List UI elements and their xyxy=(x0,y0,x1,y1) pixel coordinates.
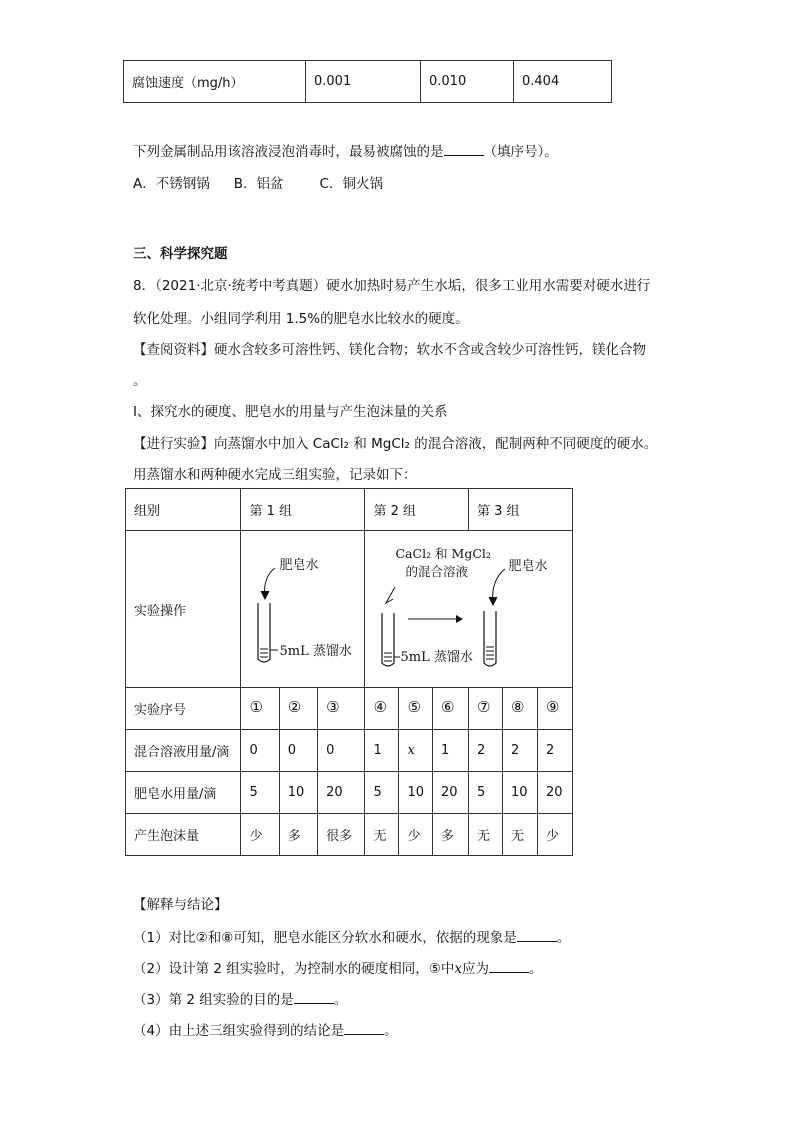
answer-blank xyxy=(517,929,557,942)
row-label: 组别 xyxy=(126,489,241,531)
mix-cell: 2 xyxy=(469,730,503,772)
diagram-label-soap: 肥皂水 xyxy=(279,558,319,573)
foam-cell: 无 xyxy=(502,814,537,856)
table-row xyxy=(126,531,573,688)
option-c: C．铜火锅 xyxy=(319,176,383,192)
corrosion-rate-value: 0.001 xyxy=(306,61,421,103)
foam-cell: 无 xyxy=(469,814,503,856)
foam-cell: 少 xyxy=(537,814,572,856)
row-label: 实验序号 xyxy=(126,688,241,730)
soap-cell: 5 xyxy=(469,772,503,814)
soap-cell: 20 xyxy=(537,772,572,814)
row-label: 产生泡沫量 xyxy=(126,814,241,856)
diagram-label-water-2: 5mL 蒸馏水 xyxy=(400,650,473,665)
mix-cell: 0 xyxy=(241,730,279,772)
diagram-label-water: 5mL 蒸馏水 xyxy=(279,644,352,659)
conclusion-q3: （3）第 2 组实验的目的是 。 xyxy=(133,992,348,1008)
answer-blank xyxy=(489,960,529,973)
soap-cell: 5 xyxy=(365,772,399,814)
table-row xyxy=(126,772,573,814)
corrosion-rate-table xyxy=(123,60,612,103)
conclusion-q4: （4）由上述三组实验得到的结论是 。 xyxy=(133,1023,398,1039)
soap-cell: 5 xyxy=(241,772,279,814)
reference-line1: 【查阅资料】硬水含较多可溶性钙、镁化合物；软水不含或含较少可溶性钙，镁化合物 xyxy=(133,342,646,358)
foam-cell: 很多 xyxy=(318,814,365,856)
experiment-table xyxy=(125,488,573,856)
row-label: 混合溶液用量/滴 xyxy=(126,730,241,772)
q7-options xyxy=(133,175,383,193)
diagram-label-mix-1: CaCl₂ 和 MgCl₂ xyxy=(395,546,491,561)
answer-blank xyxy=(444,143,484,156)
diagram-label-soap-2: 肥皂水 xyxy=(508,559,548,574)
mix-cell: 2 xyxy=(537,730,572,772)
foam-cell: 多 xyxy=(279,814,317,856)
mix-cell: 1 xyxy=(433,730,469,772)
q8-line1: 8．（2021·北京·统考中考真题）硬水加热时易产生水垢，很多工业用水需要对硬水进行 xyxy=(133,278,651,294)
diagram-label-mix-2: 的混合溶液 xyxy=(405,564,468,579)
section-title: 三、科学探究题 xyxy=(133,246,228,262)
option-a: A．不锈钢锅 xyxy=(133,176,210,192)
experiment-line1: 【进行实验】向蒸馏水中加入 CaCl₂ 和 MgCl₂ 的混合溶液，配制两种不同硬度的硬水。 xyxy=(133,436,658,452)
seq-cell: ⑦ xyxy=(477,698,491,716)
mix-cell: 0 xyxy=(279,730,317,772)
row-label: 实验操作 xyxy=(126,531,241,688)
seq-cell: ⑨ xyxy=(545,698,560,716)
mix-cell: 1 xyxy=(365,730,399,772)
seq-cell: ⑤ xyxy=(407,698,421,716)
experiment-line2: 用蒸馏水和两种硬水完成三组实验，记录如下： xyxy=(133,467,417,483)
corrosion-rate-value: 0.404 xyxy=(514,61,612,103)
answer-blank xyxy=(294,991,334,1004)
conclusion-q2: （2）设计第 2 组实验时，为控制水的硬度相同，⑤中x应为 。 xyxy=(133,961,543,977)
foam-cell: 无 xyxy=(365,814,399,856)
seq-cell: ② xyxy=(287,698,302,716)
mix-cell: 0 xyxy=(318,730,365,772)
foam-cell: 少 xyxy=(399,814,433,856)
seq-cell: ④ xyxy=(373,698,387,716)
corrosion-rate-label: 腐蚀速度（mg/h） xyxy=(124,61,306,103)
foam-cell: 多 xyxy=(433,814,469,856)
seq-cell: ① xyxy=(249,698,263,716)
part1-title: Ⅰ、探究水的硬度、肥皂水的用量与产生泡沫量的关系 xyxy=(133,404,448,420)
seq-cell: ③ xyxy=(326,698,340,716)
mix-cell: x xyxy=(399,730,433,772)
q7-prompt: 下列金属制品用该溶液浸泡消毒时，最易被腐蚀的是 （填序号）。 xyxy=(133,144,558,160)
table-row xyxy=(126,730,573,772)
row-label: 肥皂水用量/滴 xyxy=(126,772,241,814)
diagram-group1 xyxy=(241,531,365,688)
table-row xyxy=(126,814,573,856)
group-header: 第 2 组 xyxy=(365,489,469,531)
group-header: 第 3 组 xyxy=(469,489,573,531)
foam-cell: 少 xyxy=(241,814,279,856)
soap-cell: 10 xyxy=(279,772,317,814)
soap-cell: 10 xyxy=(399,772,433,814)
soap-cell: 20 xyxy=(433,772,469,814)
conclusion-title: 【解释与结论】 xyxy=(133,897,228,913)
soap-cell: 10 xyxy=(502,772,537,814)
diagram-group2-3 xyxy=(365,531,573,688)
mix-cell: 2 xyxy=(502,730,537,772)
group-header: 第 1 组 xyxy=(241,489,365,531)
soap-cell: 20 xyxy=(318,772,365,814)
table-row xyxy=(126,489,573,531)
option-b: B．铝盆 xyxy=(233,176,284,192)
answer-blank xyxy=(344,1022,384,1035)
table-row xyxy=(126,688,573,730)
reference-line2: 。 xyxy=(133,373,147,389)
corrosion-rate-value: 0.010 xyxy=(421,61,514,103)
q8-line2: 软化处理。小组同学利用 1.5%的肥皂水比较水的硬度。 xyxy=(133,311,469,327)
seq-cell: ⑥ xyxy=(441,698,455,716)
seq-cell: ⑧ xyxy=(510,698,525,716)
conclusion-q1: （1）对比②和⑧可知，肥皂水能区分软水和硬水，依据的现象是 。 xyxy=(133,930,571,946)
